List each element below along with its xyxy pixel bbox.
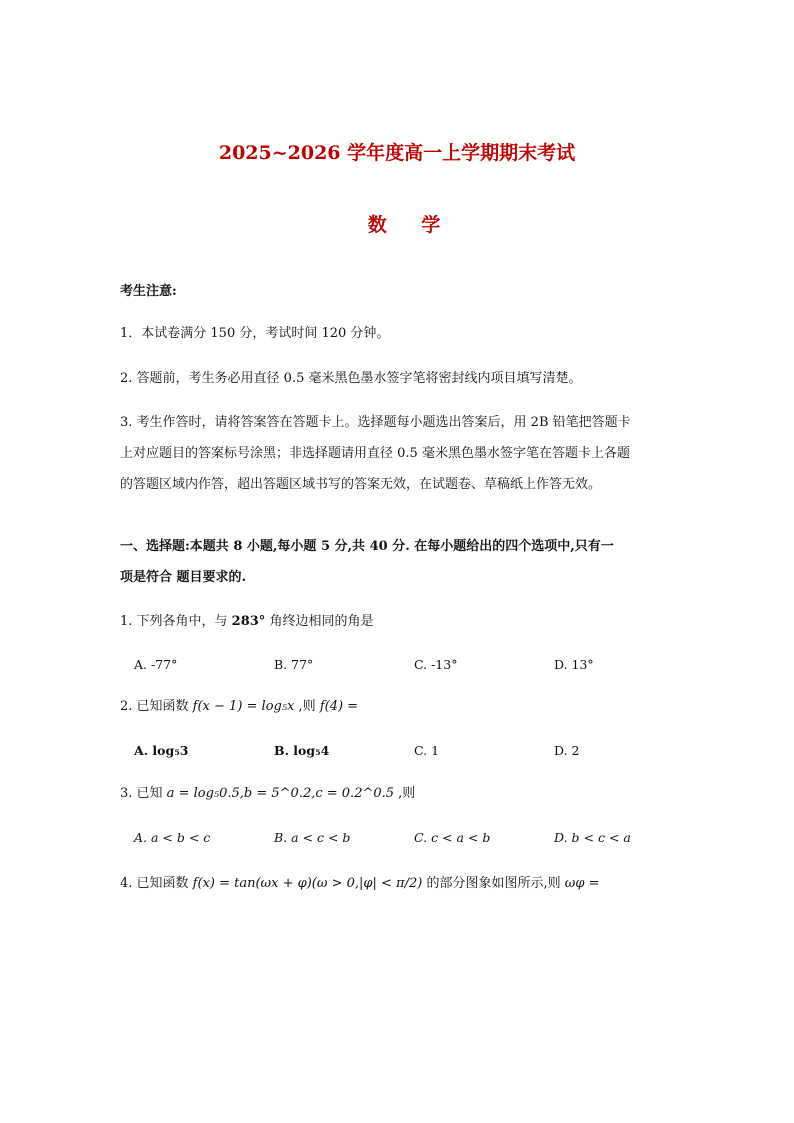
question-2-option-a: A. log₅3 — [134, 743, 189, 758]
notice-item-2: 2. 答题前，考生务必用直径 0.5 毫米黑色墨水签字笔将密封线内项目填写清楚。 — [120, 371, 582, 386]
section-1-heading-line-2: 项是符合 题目要求的. — [120, 570, 247, 585]
question-2-mid: ,则 — [294, 699, 320, 714]
question-4-math: f(x) = tan(ωx + φ)(ω > 0,|φ| < π/2) — [192, 876, 423, 891]
question-1-option-a: A. -77° — [134, 657, 178, 672]
notice-item-3-line-3: 的答题区域内作答，超出答题区域书写的答案无效，在试题卷、草稿纸上作答无效。 — [120, 477, 602, 492]
question-2-option-c: C. 1 — [414, 743, 440, 758]
question-4-suffix: 的部分图象如图所示,则 — [422, 876, 565, 891]
section-1-heading-line-1: 一、选择题:本题共 8 小题,每小题 5 分,共 40 分. 在每小题给出的四个选项中,只有一 — [120, 539, 614, 554]
question-3-option-d: D. b < c < a — [554, 830, 631, 845]
question-3-option-a: A. a < b < c — [134, 830, 211, 845]
question-3-math: a = log₅0.5,b = 5^0.2,c = 0.2^0.5 — [166, 786, 395, 801]
question-1-suffix: 角终边相同的角是 — [265, 614, 374, 629]
question-2-prefix: 2. 已知函数 — [120, 699, 193, 714]
question-1-math: 283° — [231, 614, 266, 629]
question-1-option-d: D. 13° — [554, 657, 594, 672]
question-4-prefix: 4. 已知函数 — [120, 876, 193, 891]
question-3-option-c: C. c < a < b — [414, 830, 491, 845]
subject-title: 数 学 — [367, 214, 455, 236]
question-2-stem — [120, 699, 680, 715]
question-1-option-b: B. 77° — [274, 657, 314, 672]
notice-heading: 考生注意: — [120, 284, 177, 299]
question-4-math-2: ωφ = — [564, 876, 600, 891]
question-3-suffix: ,则 — [394, 786, 416, 801]
question-3-stem — [120, 786, 680, 802]
question-2-math: f(x − 1) = log₅x — [192, 699, 295, 714]
question-1-option-c: C. -13° — [414, 657, 458, 672]
question-2-option-b: B. log₅4 — [274, 743, 330, 758]
question-3-option-b: B. a < c < b — [274, 830, 351, 845]
notice-item-3-line-2: 上对应题目的答案标号涂黑；非选择题请用直径 0.5 毫米黑色墨水签字笔在答题卡上各题 — [120, 446, 630, 461]
question-2-option-d: D. 2 — [554, 743, 580, 758]
question-1-prefix: 1. 下列各角中，与 — [120, 614, 232, 629]
question-3-prefix: 3. 已知 — [120, 786, 167, 801]
exam-title: 2025~2026 学年度高一上学期期末考试 — [218, 142, 576, 164]
notice-item-3-line-1: 3. 考生作答时，请将答案答在答题卡上。选择题每小题选出答案后，用 2B 铅笔把答题卡 — [120, 415, 631, 430]
question-2-math-2: f(4) = — [319, 699, 359, 714]
question-4-stem — [120, 876, 680, 892]
notice-item-1: 1．本试卷满分 150 分，考试时间 120 分钟。 — [120, 326, 390, 341]
question-1-stem — [120, 614, 680, 630]
